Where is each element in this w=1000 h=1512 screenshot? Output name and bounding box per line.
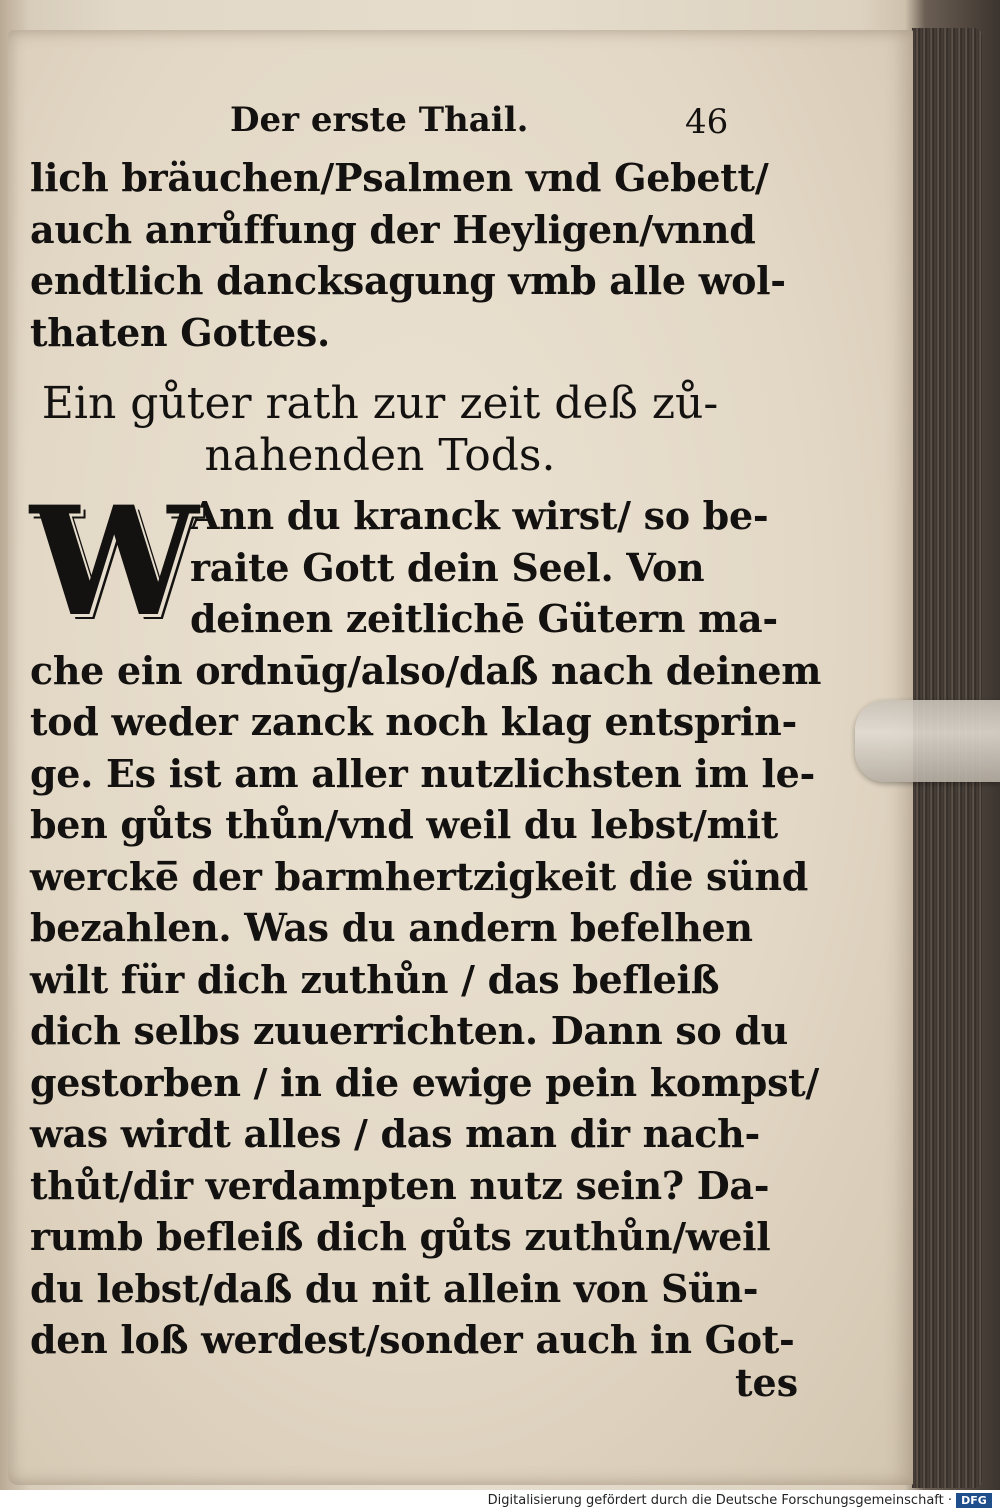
section-heading: nahenden Tods. <box>204 430 556 481</box>
text-line: was wirdt alles / das man dir nach- <box>30 1111 760 1156</box>
footer-bar <box>0 1490 1000 1512</box>
text-line: endtlich dancksagung vmb alle wol- <box>30 258 786 303</box>
text-line: ge. Es ist am aller nutzlichsten im le- <box>30 750 815 796</box>
text-line: thaten Gottes. <box>30 309 330 355</box>
text-line: den loß werdest/sonder auch in Got- <box>30 1317 795 1362</box>
text-line: che ein ordnūg/also/daß nach deinem <box>30 647 822 693</box>
text-line: deinen zeitlichē Gütern ma- <box>190 596 778 641</box>
text-line: rumb befleiß dich gůts zuthůn/weil <box>30 1214 771 1259</box>
text-line: thůt/dir verdampten nutz sein? Da- <box>30 1162 770 1208</box>
running-title: Der erste Thail. <box>230 100 529 140</box>
text-line: wilt für dich zuthůn / das befleiß <box>30 956 720 1002</box>
text-line: auch anrůffung der Heyligen/vnnd <box>30 206 756 252</box>
book-clasp <box>855 700 1000 782</box>
decorated-initial: W <box>30 474 199 650</box>
text-line: gestorben / in die ewige pein kompst/ <box>30 1059 819 1105</box>
section-heading: Ein gůter rath zur zeit deß zů- <box>41 378 719 429</box>
running-header <box>230 100 770 152</box>
text-line: wercke̅ der barmhertzigkeit die sünd <box>30 853 809 899</box>
funding-credit: Digitalisierung gefördert durch die Deutsche Forschungsgemeinschaft · <box>487 1493 952 1508</box>
page-number: 46 <box>685 102 729 142</box>
text-line: bezahlen. Was du andern befelhen <box>30 905 753 950</box>
text-line: ben gůts thůn/vnd weil du lebst/mit <box>30 802 778 847</box>
initial-block <box>30 474 778 650</box>
catchword: tes <box>735 1360 799 1405</box>
dfg-logo: DFG <box>956 1493 992 1508</box>
text-line: Ann du kranck wirst/ so be- <box>190 493 769 538</box>
text-line: lich bräuchen/Psalmen vnd Gebett/ <box>30 155 769 200</box>
text-line: raite Gott dein Seel. Von <box>190 544 705 590</box>
text-line: dich selbs zuuerrichten. Dann so du <box>30 1008 788 1053</box>
page-text <box>30 100 822 1366</box>
text-line: du lebst/daß du nit allein von Sün- <box>30 1265 759 1311</box>
text-line: tod weder zanck noch klag entsprin- <box>30 699 797 744</box>
